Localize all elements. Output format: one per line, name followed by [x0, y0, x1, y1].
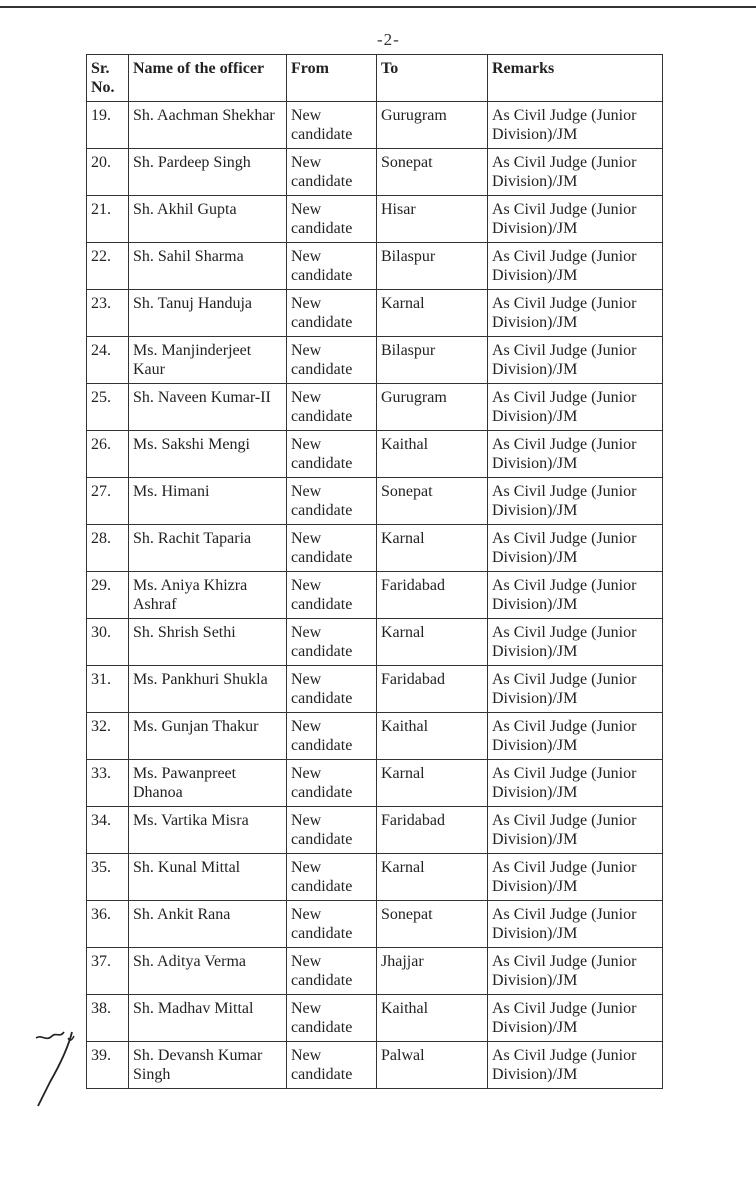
cell-from: New candidate [287, 337, 377, 384]
cell-remarks: As Civil Judge (Junior Division)/JM [488, 431, 663, 478]
cell-name: Ms. Sakshi Mengi [129, 431, 287, 478]
page-number: -2- [377, 30, 400, 49]
cell-name: Sh. Rachit Taparia [129, 525, 287, 572]
cell-remarks: As Civil Judge (Junior Division)/JM [488, 243, 663, 290]
table-row [87, 901, 663, 948]
header-from: From [287, 55, 377, 102]
cell-remarks: As Civil Judge (Junior Division)/JM [488, 995, 663, 1042]
cell-sr: 28. [87, 525, 129, 572]
cell-to: Sonepat [377, 478, 488, 525]
cell-remarks: As Civil Judge (Junior Division)/JM [488, 760, 663, 807]
cell-from: New candidate [287, 384, 377, 431]
cell-sr: 34. [87, 807, 129, 854]
cell-sr: 24. [87, 337, 129, 384]
cell-to: Bilaspur [377, 243, 488, 290]
cell-to: Jhajjar [377, 948, 488, 995]
table-row [87, 196, 663, 243]
cell-name: Sh. Naveen Kumar-II [129, 384, 287, 431]
cell-to: Hisar [377, 196, 488, 243]
cell-sr: 26. [87, 431, 129, 478]
cell-sr: 35. [87, 854, 129, 901]
cell-from: New candidate [287, 807, 377, 854]
cell-sr: 36. [87, 901, 129, 948]
table-row [87, 102, 663, 149]
table-row [87, 713, 663, 760]
cell-to: Karnal [377, 525, 488, 572]
cell-remarks: As Civil Judge (Junior Division)/JM [488, 901, 663, 948]
cell-to: Kaithal [377, 995, 488, 1042]
cell-from: New candidate [287, 1042, 377, 1089]
cell-name: Sh. Madhav Mittal [129, 995, 287, 1042]
cell-name: Ms. Gunjan Thakur [129, 713, 287, 760]
cell-sr: 30. [87, 619, 129, 666]
cell-name: Sh. Aachman Shekhar [129, 102, 287, 149]
cell-to: Bilaspur [377, 337, 488, 384]
cell-from: New candidate [287, 713, 377, 760]
cell-remarks: As Civil Judge (Junior Division)/JM [488, 478, 663, 525]
cell-name: Ms. Aniya Khizra Ashraf [129, 572, 287, 619]
cell-name: Ms. Vartika Misra [129, 807, 287, 854]
cell-sr: 39. [87, 1042, 129, 1089]
cell-from: New candidate [287, 290, 377, 337]
cell-remarks: As Civil Judge (Junior Division)/JM [488, 337, 663, 384]
cell-name: Sh. Ankit Rana [129, 901, 287, 948]
header-sr-no: Sr. No. [87, 55, 129, 102]
cell-to: Karnal [377, 290, 488, 337]
cell-from: New candidate [287, 149, 377, 196]
table-row [87, 431, 663, 478]
cell-to: Kaithal [377, 431, 488, 478]
table-row [87, 384, 663, 431]
table-row [87, 666, 663, 713]
cell-from: New candidate [287, 243, 377, 290]
cell-from: New candidate [287, 478, 377, 525]
cell-from: New candidate [287, 666, 377, 713]
cell-remarks: As Civil Judge (Junior Division)/JM [488, 948, 663, 995]
cell-remarks: As Civil Judge (Junior Division)/JM [488, 572, 663, 619]
cell-name: Ms. Manjinderjeet Kaur [129, 337, 287, 384]
cell-remarks: As Civil Judge (Junior Division)/JM [488, 1042, 663, 1089]
cell-from: New candidate [287, 619, 377, 666]
cell-sr: 27. [87, 478, 129, 525]
cell-to: Karnal [377, 619, 488, 666]
table-row [87, 760, 663, 807]
header-name: Name of the officer [129, 55, 287, 102]
cell-remarks: As Civil Judge (Junior Division)/JM [488, 149, 663, 196]
cell-from: New candidate [287, 196, 377, 243]
cell-sr: 22. [87, 243, 129, 290]
cell-name: Sh. Shrish Sethi [129, 619, 287, 666]
cell-remarks: As Civil Judge (Junior Division)/JM [488, 713, 663, 760]
cell-to: Gurugram [377, 102, 488, 149]
header-remarks: Remarks [488, 55, 663, 102]
header-to: To [377, 55, 488, 102]
table-row [87, 807, 663, 854]
cell-from: New candidate [287, 948, 377, 995]
cell-sr: 37. [87, 948, 129, 995]
cell-from: New candidate [287, 525, 377, 572]
cell-from: New candidate [287, 901, 377, 948]
cell-name: Sh. Tanuj Handuja [129, 290, 287, 337]
cell-to: Kaithal [377, 713, 488, 760]
cell-to: Palwal [377, 1042, 488, 1089]
cell-remarks: As Civil Judge (Junior Division)/JM [488, 525, 663, 572]
cell-sr: 21. [87, 196, 129, 243]
cell-sr: 32. [87, 713, 129, 760]
table-row [87, 948, 663, 995]
cell-from: New candidate [287, 995, 377, 1042]
cell-sr: 38. [87, 995, 129, 1042]
cell-to: Gurugram [377, 384, 488, 431]
cell-remarks: As Civil Judge (Junior Division)/JM [488, 807, 663, 854]
cell-from: New candidate [287, 102, 377, 149]
cell-name: Ms. Pankhuri Shukla [129, 666, 287, 713]
cell-to: Sonepat [377, 149, 488, 196]
cell-from: New candidate [287, 854, 377, 901]
cell-remarks: As Civil Judge (Junior Division)/JM [488, 619, 663, 666]
handwritten-signature [28, 1028, 88, 1108]
officers-table [86, 54, 663, 1089]
cell-name: Sh. Devansh Kumar Singh [129, 1042, 287, 1089]
table-row [87, 572, 663, 619]
cell-sr: 19. [87, 102, 129, 149]
cell-remarks: As Civil Judge (Junior Division)/JM [488, 102, 663, 149]
table-row [87, 995, 663, 1042]
cell-to: Faridabad [377, 807, 488, 854]
cell-from: New candidate [287, 760, 377, 807]
cell-sr: 25. [87, 384, 129, 431]
cell-from: New candidate [287, 572, 377, 619]
top-border-line [0, 6, 756, 8]
table-row [87, 149, 663, 196]
table-row [87, 525, 663, 572]
cell-name: Sh. Kunal Mittal [129, 854, 287, 901]
cell-to: Faridabad [377, 572, 488, 619]
table-row [87, 243, 663, 290]
cell-remarks: As Civil Judge (Junior Division)/JM [488, 854, 663, 901]
cell-sr: 31. [87, 666, 129, 713]
table-header-row [87, 55, 663, 102]
table-row [87, 337, 663, 384]
cell-name: Sh. Akhil Gupta [129, 196, 287, 243]
table-row [87, 1042, 663, 1089]
cell-sr: 20. [87, 149, 129, 196]
cell-sr: 29. [87, 572, 129, 619]
cell-name: Sh. Sahil Sharma [129, 243, 287, 290]
table-row [87, 619, 663, 666]
cell-to: Sonepat [377, 901, 488, 948]
cell-remarks: As Civil Judge (Junior Division)/JM [488, 196, 663, 243]
cell-name: Sh. Pardeep Singh [129, 149, 287, 196]
table-row [87, 854, 663, 901]
cell-remarks: As Civil Judge (Junior Division)/JM [488, 290, 663, 337]
cell-from: New candidate [287, 431, 377, 478]
cell-name: Ms. Pawanpreet Dhanoa [129, 760, 287, 807]
cell-to: Faridabad [377, 666, 488, 713]
cell-name: Ms. Himani [129, 478, 287, 525]
table-row [87, 290, 663, 337]
cell-remarks: As Civil Judge (Junior Division)/JM [488, 666, 663, 713]
cell-remarks: As Civil Judge (Junior Division)/JM [488, 384, 663, 431]
cell-name: Sh. Aditya Verma [129, 948, 287, 995]
cell-to: Karnal [377, 854, 488, 901]
table-row [87, 478, 663, 525]
cell-sr: 33. [87, 760, 129, 807]
cell-to: Karnal [377, 760, 488, 807]
cell-sr: 23. [87, 290, 129, 337]
